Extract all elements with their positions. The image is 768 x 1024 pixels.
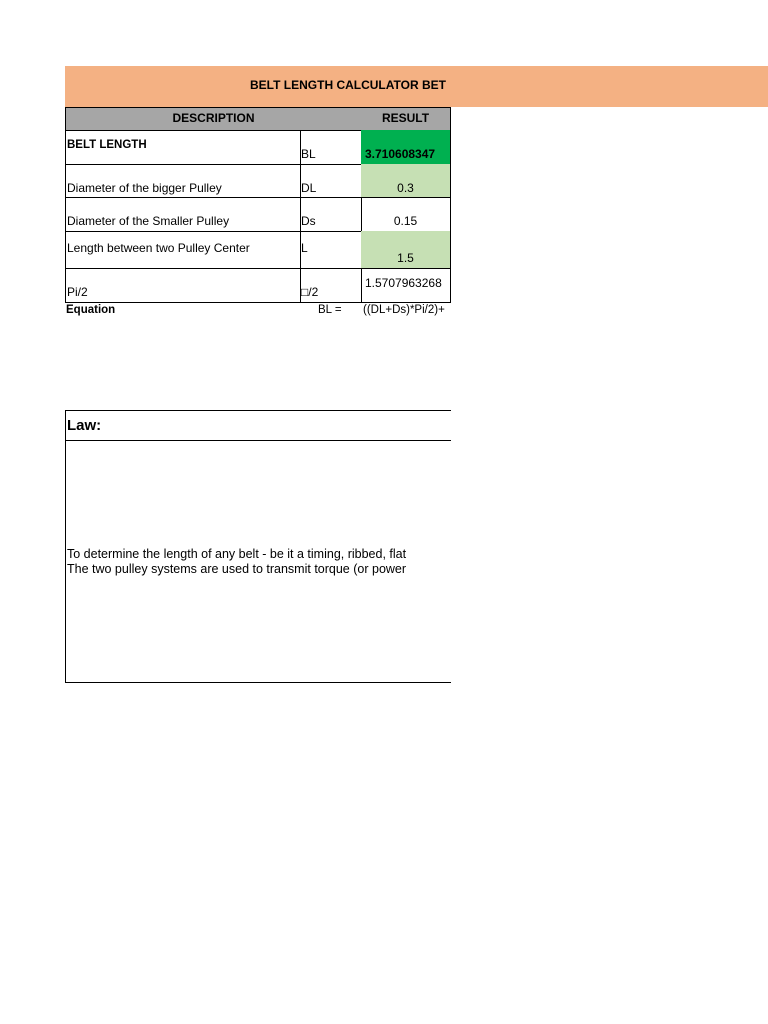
- equation-formula: ((DL+Ds)*Pi/2)+: [363, 304, 445, 316]
- belt-length-symbol-cell: [300, 130, 362, 165]
- belt-length-label-cell: [65, 130, 301, 165]
- belt-length-result: 3.710608347: [365, 147, 436, 161]
- bigger-pulley-input-cell[interactable]: [361, 164, 451, 198]
- center-distance-value: 1.5: [397, 251, 414, 265]
- smaller-pulley-input-cell[interactable]: [361, 197, 451, 232]
- bigger-pulley-symbol: DL: [301, 181, 317, 195]
- pi-half-label-cell: [65, 268, 301, 303]
- law-heading: Law:: [66, 411, 451, 441]
- law-text-line-2: The two pulley systems are used to transmit torque (or power: [67, 562, 407, 576]
- pi-half-symbol: □/2: [301, 285, 319, 299]
- center-distance-symbol-cell: [300, 231, 362, 269]
- center-distance-label-cell: [65, 231, 301, 269]
- smaller-pulley-value: 0.15: [393, 214, 418, 228]
- equation-label: Equation: [66, 304, 116, 316]
- center-distance-symbol: L: [301, 241, 308, 255]
- calculator-title: BELT LENGTH CALCULATOR BET: [250, 78, 446, 92]
- bigger-pulley-symbol-cell: [300, 164, 362, 198]
- bigger-pulley-label-cell: [65, 164, 301, 198]
- smaller-pulley-symbol: Ds: [301, 214, 316, 228]
- law-text-line-1: To determine the length of any belt - be it a timing, ribbed, flat: [67, 547, 407, 561]
- smaller-pulley-symbol-cell: [300, 197, 362, 232]
- bigger-pulley-label: Diameter of the bigger Pulley: [67, 181, 222, 195]
- result-header: RESULT: [361, 107, 451, 131]
- belt-length-result-cell[interactable]: [361, 130, 451, 165]
- pi-half-value: 1.5707963268: [365, 276, 442, 290]
- center-distance-input-cell[interactable]: [361, 231, 451, 269]
- equation-lhs: BL =: [318, 304, 342, 316]
- belt-length-label: BELT LENGTH: [67, 139, 147, 151]
- law-section: [65, 410, 451, 683]
- smaller-pulley-label: Diameter of the Smaller Pulley: [67, 214, 230, 228]
- pi-half-symbol-cell: [300, 268, 362, 303]
- smaller-pulley-label-cell: [65, 197, 301, 232]
- belt-length-symbol: BL: [301, 147, 316, 161]
- description-header: DESCRIPTION: [65, 107, 362, 131]
- pi-half-value-cell[interactable]: [361, 268, 451, 303]
- center-distance-label: Length between two Pulley Center: [67, 241, 250, 255]
- bigger-pulley-value: 0.3: [397, 181, 414, 195]
- pi-half-label: Pi/2: [67, 285, 88, 299]
